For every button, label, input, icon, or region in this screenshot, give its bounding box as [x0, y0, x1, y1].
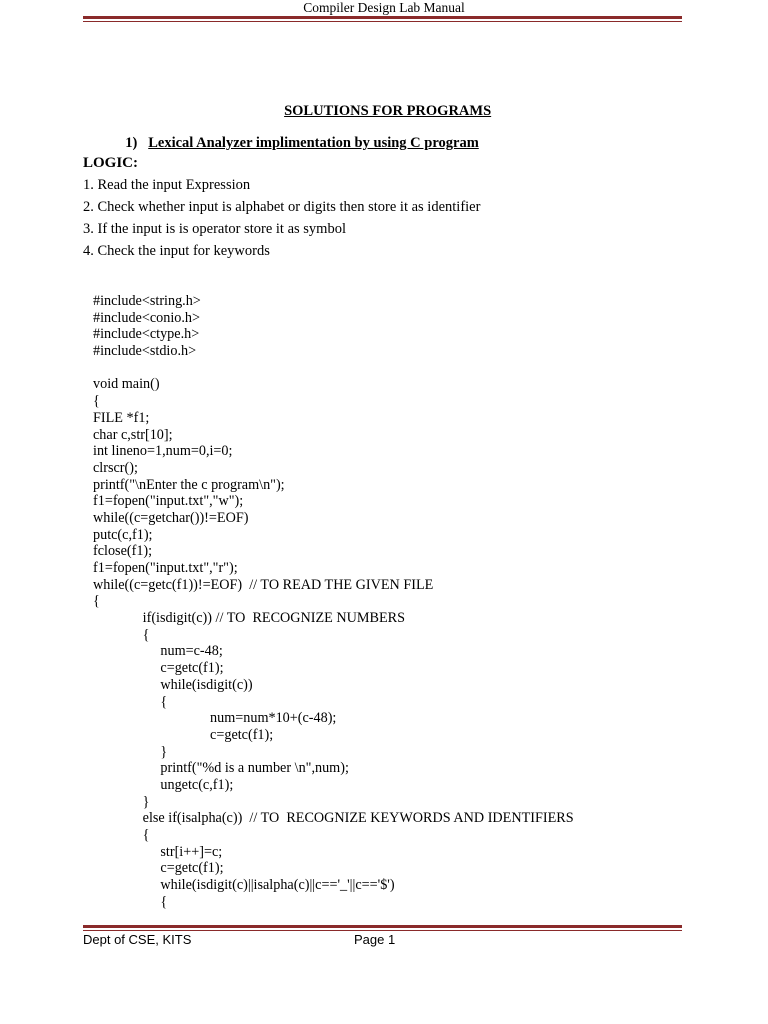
code-line: while(isdigit(c)||isalpha(c)||c=='_'||c=='$') [93, 877, 395, 894]
code-line: printf("%d is a number \n",num); [93, 760, 349, 777]
code-line: char c,str[10]; [93, 426, 173, 443]
header-rule-thin [83, 21, 682, 22]
code-line: { [93, 593, 100, 610]
logic-step: 1. Read the input Expression [83, 177, 251, 193]
code-line: putc(c,f1); [93, 526, 153, 543]
code-line: { [93, 693, 168, 710]
header-rule-thick [83, 16, 682, 19]
program-number: 1) [125, 135, 138, 151]
footer-rule-thick [83, 925, 682, 928]
code-line: c=getc(f1); [93, 660, 224, 677]
code-line: while(isdigit(c)) [93, 676, 253, 693]
code-line: c=getc(f1); [93, 860, 224, 877]
code-line: if(isdigit(c)) // TO RECOGNIZE NUMBERS [93, 610, 405, 627]
code-line: #include<ctype.h> [93, 326, 200, 343]
code-line: f1=fopen("input.txt","r"); [93, 560, 238, 576]
logic-step: 4. Check the input for keywords [83, 243, 270, 259]
program-title [118, 118, 479, 152]
code-line: clrscr(); [93, 459, 138, 476]
code-line: while((c=getchar())!=EOF) [93, 509, 249, 526]
logic-heading: LOGIC: [83, 155, 139, 171]
code-line: #include<stdio.h> [93, 343, 197, 360]
code-line: void main() [93, 376, 160, 393]
code-line: fclose(f1); [93, 543, 153, 560]
code-line: { [93, 393, 100, 410]
code-line: num=num*10+(c-48); [93, 710, 337, 727]
code-line: FILE *f1; [93, 409, 150, 426]
footer-page-number: Page 1 [354, 932, 396, 947]
code-line: int lineno=1,num=0,i=0; [93, 443, 233, 460]
code-line: } [93, 743, 168, 760]
code-line: { [93, 827, 150, 843]
program-title-text: Lexical Analyzer implimentation by using C program [148, 135, 479, 151]
code-line: num=c-48; [93, 643, 223, 660]
code-line: { [93, 626, 150, 643]
code-line: f1=fopen("input.txt","w"); [93, 493, 244, 510]
code-line: c=getc(f1); [93, 726, 274, 743]
code-line: while((c=getc(f1))!=EOF) // TO READ THE GIVEN FILE [93, 576, 434, 593]
section-title: SOLUTIONS FOR PROGRAMS [284, 103, 492, 119]
running-header: Compiler Design Lab Manual [303, 0, 465, 15]
code-line: else if(isalpha(c)) // TO RECOGNIZE KEYWORDS AND IDENTIFIERS [93, 810, 574, 827]
code-line [93, 360, 574, 377]
code-line: } [93, 793, 150, 810]
logic-step: 2. Check whether input is alphabet or digits then store it as identifier [83, 199, 481, 215]
footer-rule-thin [83, 930, 682, 931]
code-line: { [93, 893, 168, 910]
logic-step: 3. If the input is is operator store it as symbol [83, 221, 346, 237]
code-listing [93, 293, 574, 910]
code-line: printf("\nEnter the c program\n"); [93, 476, 285, 493]
code-line: #include<string.h> [93, 293, 201, 309]
code-line: #include<conio.h> [93, 309, 201, 326]
footer-dept: Dept of CSE, KITS [83, 932, 192, 947]
code-line: ungetc(c,f1); [93, 776, 234, 793]
code-line: str[i++]=c; [93, 843, 223, 860]
